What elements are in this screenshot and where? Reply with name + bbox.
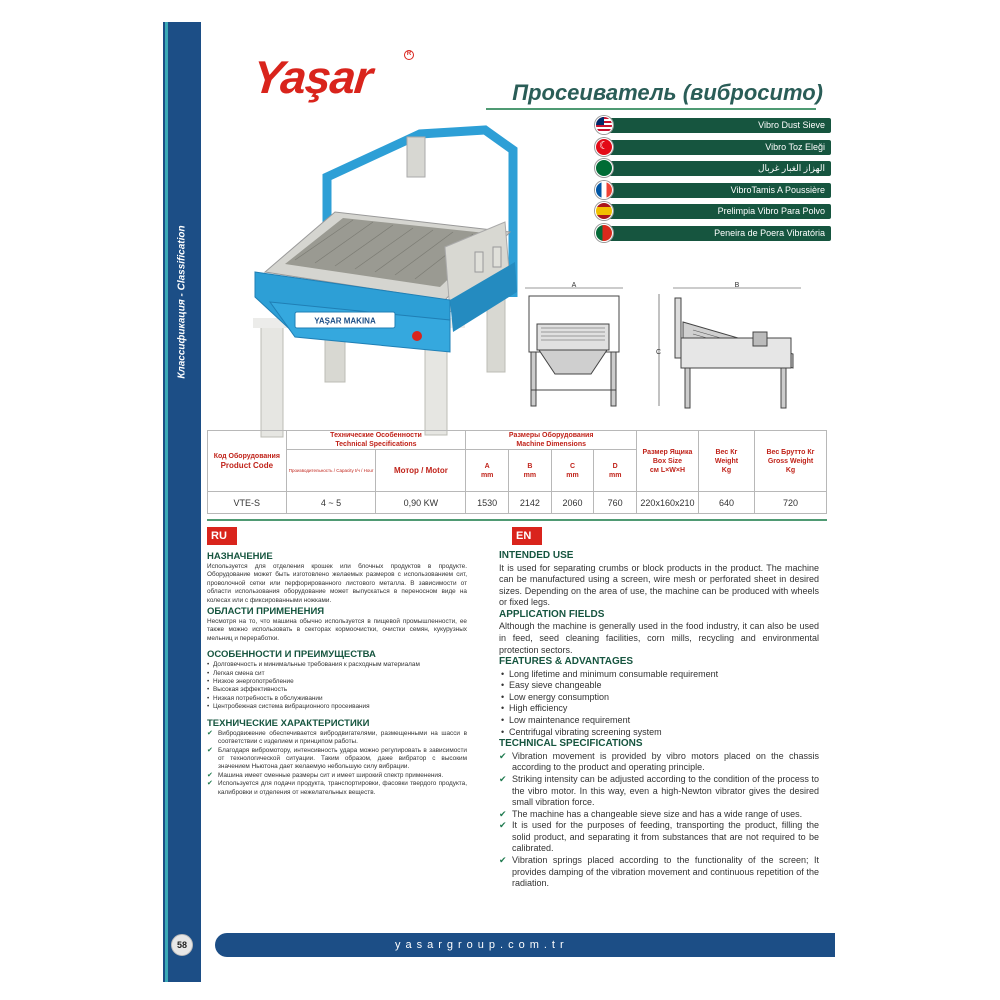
th-tech-en: Technical Specifications	[335, 441, 417, 448]
en-heading-purpose: INTENDED USE	[499, 550, 574, 561]
en-tag: EN	[512, 527, 542, 545]
brand-logo: Yaşar	[250, 51, 375, 103]
list-item: • Легкая смена сит	[207, 670, 467, 678]
footer-url: yasargroup.com.tr	[215, 933, 835, 957]
en-text-fields: Although the machine is generally used in the food industry, it can also be used in feed, seed cleaning facilities, corn mills, recycling and environmental protection sectors.	[499, 621, 819, 655]
lang-row-fr	[595, 181, 831, 199]
sa-flag-icon	[595, 159, 613, 177]
page-title: Просеиватель (вибросито)	[512, 80, 823, 105]
cell-capacity: 4 ~ 5	[286, 492, 376, 514]
en-tech-list	[499, 751, 819, 890]
list-item: ✔ The machine has a changeable sieve size and has a wide range of uses.	[499, 809, 819, 821]
th-weight-ru: Вес Кг	[715, 448, 738, 456]
list-item: • High efficiency	[499, 703, 819, 715]
us-flag-icon	[595, 116, 613, 134]
th-code-ru: Код Оборудования	[213, 453, 280, 460]
cell-a: 1530	[466, 492, 509, 514]
lang-label: Vibro Dust Sieve	[605, 118, 831, 133]
sidebar-accent-line	[165, 22, 168, 982]
lang-label: الهزاز الغبار غربال	[605, 161, 831, 176]
es-flag-icon	[595, 202, 613, 220]
list-item: • Долговечность и минимальные требования к расходным материалам	[207, 661, 467, 669]
lang-row-es	[595, 202, 831, 220]
list-item: ✔ Благодаря вибромотору, интенсивность удара можно регулировать в зависимости от технологической ситуации. Таким образом, даже вибратор с высоким значением Ньютона дает желаемую небольшую силу вибрации.	[207, 747, 467, 772]
th-weight-en: Weight	[714, 457, 739, 465]
cell-gross: 720	[755, 492, 827, 514]
list-item: • Easy sieve changeable	[499, 680, 819, 692]
en-column	[499, 550, 819, 890]
list-item: ✔ Vibration springs placed according to the functionality of the screen; It provides damping of the vibration movement and continuous repetition of the radiation.	[499, 855, 819, 890]
ru-text-fields: Несмотря на то, что машина обычно используется в пищевой промышленности, ее также можно использовать в секторах кормоочистки, очистки семян, кукурузных мельниц и переработки.	[207, 618, 467, 642]
th-gross-unit: Kg	[785, 466, 796, 474]
cell-b: 2142	[509, 492, 552, 514]
cell-weight: 640	[698, 492, 754, 514]
cell-motor: 0,90 KW	[376, 492, 466, 514]
page-number: 58	[171, 934, 193, 956]
th-dim-c: C	[569, 462, 576, 470]
title-underline	[486, 108, 816, 110]
pt-flag-icon	[595, 224, 613, 242]
en-text-purpose: It is used for separating crumbs or block products in the product. The machine can be manufactured using a screen, wire mesh or perforated sheet in desired sizes. Depending on the area of use, the machine can be produced with wheels or fixed legs.	[499, 562, 819, 608]
list-item: ✔ Используется для подачи продукта, транспортировки, фасовки твердого продукта, калибровки и отделения от нежелательных веществ.	[207, 780, 467, 797]
dim-label-b: B	[734, 282, 740, 289]
cell-code: VTE-S	[208, 492, 287, 514]
cell-box: 220x160x210	[637, 492, 699, 514]
ru-tech-list	[207, 730, 467, 797]
list-item: • Low energy consumption	[499, 692, 819, 704]
table-divider	[207, 519, 827, 521]
ru-features-list	[207, 661, 467, 711]
lang-label: Prelimpia Vibro Para Polvo	[605, 204, 831, 219]
cell-d: 760	[594, 492, 637, 514]
th-gross-ru: Вес Брутто Кг	[766, 448, 815, 456]
th-box-unit: см L×W×H	[649, 466, 686, 474]
th-dims-ru: Размеры Оборудования	[508, 432, 594, 439]
dim-label-c: C	[656, 349, 662, 356]
list-item: • Низкое энергопотребление	[207, 678, 467, 686]
sidebar	[163, 22, 201, 982]
fr-flag-icon	[595, 181, 613, 199]
tr-flag-icon	[595, 138, 613, 156]
list-item: • Long lifetime and minimum consumable requirement	[499, 669, 819, 681]
ru-heading-features: ОСОБЕННОСТИ И ПРЕИМУЩЕСТВА	[207, 649, 376, 661]
th-motor: Мотор / Motor	[394, 466, 448, 475]
list-item: • Центробежная система вибрационного просеивания	[207, 703, 467, 711]
list-item: ✔ Vibration movement is provided by vibro motors placed on the chassis according to the product and operating principle.	[499, 751, 819, 774]
th-dim-c-unit: mm	[566, 471, 579, 479]
sidebar-classification-label: Классификация - Classification	[176, 225, 188, 379]
lang-row-tr	[595, 138, 831, 156]
front-view-diagram	[521, 282, 629, 412]
list-item: • Низкая потребность в обслуживании	[207, 695, 467, 703]
lang-label: Vibro Toz Eleği	[605, 140, 831, 155]
list-item: ✔ Striking intensity can be adjusted according to the condition of the process to the vibro motor. In this way, even a high-Newton vibrator gives the desired small vibration force.	[499, 774, 819, 809]
en-heading-tech: TECHNICAL SPECIFICATIONS	[499, 738, 643, 750]
dim-label-a: A	[571, 282, 577, 289]
th-box-en: Box Size	[652, 457, 683, 465]
th-box-ru: Размер Ящика	[642, 448, 693, 456]
th-weight-unit: Kg	[721, 466, 732, 474]
machine-badge-text: YAŞAR MAKINA	[314, 316, 376, 326]
ru-column	[207, 550, 467, 797]
ru-heading-fields: ОБЛАСТИ ПРИМЕНЕНИЯ	[207, 606, 325, 618]
th-code-en: Product Code	[220, 461, 274, 470]
th-dim-a-unit: mm	[480, 471, 494, 479]
en-heading-fields: APPLICATION FIELDS	[499, 608, 605, 620]
list-item: • Low maintenance requirement	[499, 715, 819, 727]
lang-row-pt	[595, 224, 831, 242]
lang-row-en	[595, 116, 831, 134]
cell-c: 2060	[551, 492, 594, 514]
machine-photo	[225, 122, 525, 442]
th-gross-en: Gross Weight	[767, 457, 814, 465]
list-item: ✔ Машина имеет сменные размеры сит и имеет широкий спектр применения.	[207, 772, 467, 780]
table-row	[208, 492, 827, 514]
th-dim-b-unit: mm	[523, 471, 537, 479]
th-dim-d: D	[612, 462, 618, 470]
list-item: ✔ It is used for the purposes of feeding, transporting the product, filling the solid product, and separating it from substances that are not required to be calibrated.	[499, 820, 819, 855]
side-view-diagram	[653, 282, 803, 412]
lang-label: VibroTamis A Poussière	[605, 183, 831, 198]
list-item: • Высокая эффективность	[207, 686, 467, 694]
th-dim-d-unit: mm	[608, 471, 622, 479]
lang-row-ar	[595, 159, 831, 177]
spec-table	[207, 430, 827, 514]
registered-mark: R	[404, 50, 414, 60]
th-dim-b: B	[527, 462, 533, 470]
ru-tag: RU	[207, 527, 237, 545]
en-features-list	[499, 669, 819, 739]
th-capacity: Производительность / Capacity t/ч / Hour	[288, 468, 374, 473]
en-heading-features: FEATURES & ADVANTAGES	[499, 656, 634, 668]
lang-label: Peneira de Poera Vibratória	[605, 226, 831, 241]
language-names-list	[595, 116, 831, 245]
ru-heading-purpose: НАЗНАЧЕНИЕ	[207, 551, 273, 562]
ru-heading-tech: ТЕХНИЧЕСКИЕ ХАРАКТЕРИСТИКИ	[207, 717, 370, 729]
th-dim-a: A	[484, 462, 490, 470]
brochure-page	[163, 22, 835, 982]
th-tech-ru: Технические Особенности	[330, 432, 422, 439]
ru-text-purpose: Используется для отделения крошек или блочных продуктов в продукте. Оборудование может быть изготовлено желаемых размеров с использованием сит, проволочной сетки или перфорированного листового металла. В зависимости от области использования оборудование может выпускаться в переносном виде на колесах или с фиксированными ножками.	[207, 563, 467, 604]
list-item: • Centrifugal vibrating screening system	[499, 727, 819, 739]
list-item: ✔ Вибродвижение обеспечивается вибродвигателями, размещенными на шасси в соответствии с изделием и принципом работы.	[207, 730, 467, 747]
th-dims-en: Machine Dimensions	[516, 441, 586, 448]
